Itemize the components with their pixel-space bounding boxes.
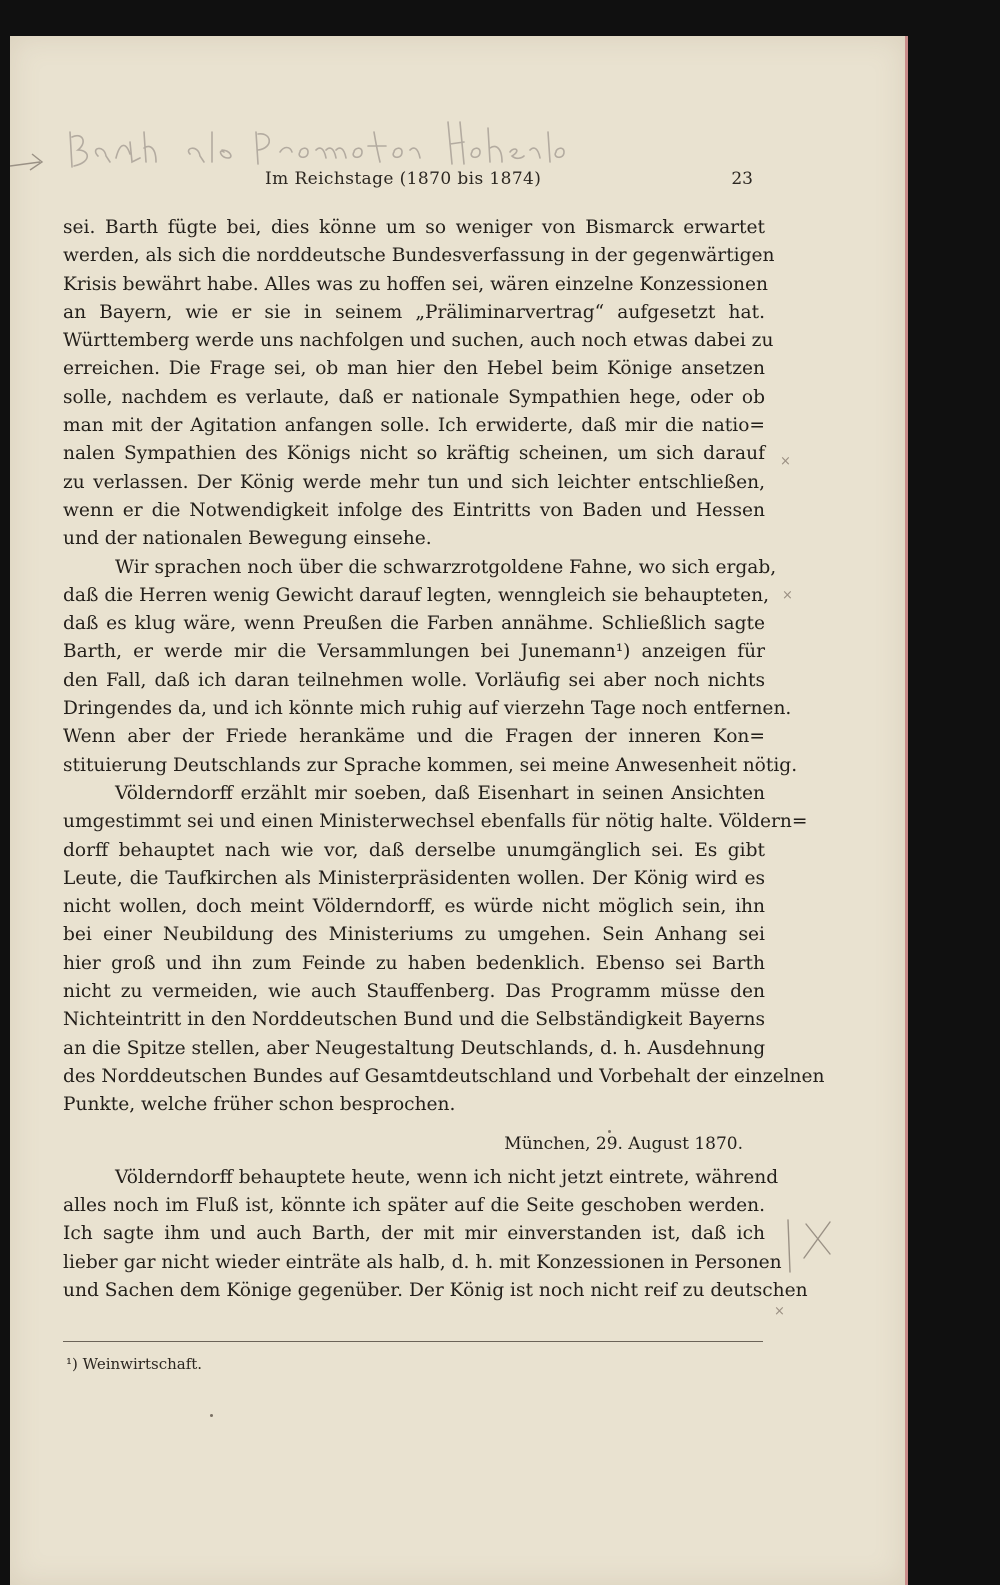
text-line: lieber gar nicht wieder einträte als halb, d. h. mit Konzessionen in Personen [63,1251,782,1273]
text-line: dorff behauptet nach wie vor, daß derselbe unumgänglich sei. Es gibt [63,839,765,861]
running-title: Im Reichstage (1870 bis 1874) [265,169,542,189]
page-header [65,169,765,199]
text-line: nalen Sympathien des Königs nicht so kräftig scheinen, um sich darauf [63,443,765,465]
text-line: erreichen. Die Frage sei, ob man hier den Hebel beim Könige ansetzen [63,358,765,380]
text-line: Ich sagte ihm und auch Barth, der mit mir einverstanden ist, daß ich [63,1223,765,1245]
text-line: bei einer Neubildung des Ministeriums zu umgehen. Sein Anhang sei [63,924,765,946]
paragraph [63,214,775,554]
text-line: an Bayern, wie er sie in seinem „Präliminarvertrag“ aufgesetzt hat. [63,301,765,323]
text-line: solle, nachdem es verlaute, daß er nationale Sympathien hege, oder ob [63,386,765,408]
paragraph [63,780,825,1120]
text-line: Völderndorff behauptete heute, wenn ich nicht jetzt eintrete, während [115,1166,779,1188]
text-line: hier groß und ihn zum Feinde zu haben bedenklich. Ebenso sei Barth [63,952,765,974]
book-page [10,36,908,1585]
text-line: Württemberg werde uns nachfolgen und suchen, auch noch etwas dabei zu [63,330,774,352]
text-line: werden, als sich die norddeutsche Bundesverfassung in der gegenwärtigen [63,245,775,267]
text-line: Krisis bewährt habe. Alles was zu hoffen sei, wären einzelne Konzessionen [63,273,768,295]
dateline: München, 29. August 1870. [504,1133,743,1154]
text-line: Wir sprachen noch über die schwarzrotgoldene Fahne, wo sich ergab, [115,556,777,578]
page-body [63,214,825,1305]
text-line: sei. Barth fügte bei, dies könne um so weniger von Bismarck erwartet [63,217,765,238]
text-line: nicht wollen, doch meint Völderndorff, es würde nicht möglich sein, ihn [63,896,765,918]
text-line: Nichteintritt in den Norddeutschen Bund und die Selbständigkeit Bayerns [63,1009,765,1031]
text-line: des Norddeutschen Bundes auf Gesamtdeutschland und Vorbehalt der einzelnen [63,1065,825,1087]
text-line: alles noch im Fluß ist, könnte ich später auf die Seite geschoben werden. [63,1195,765,1217]
text-line: Dringendes da, und ich könnte mich ruhig auf vierzehn Tage noch entfernen. [63,698,792,720]
text-line: und der nationalen Bewegung einsehe. [63,528,432,550]
margin-arrow-icon [10,148,50,178]
margin-tick-icon: × [774,1304,785,1319]
margin-tick-icon: × [782,588,793,603]
paper-speck [608,1130,611,1133]
text-line: daß es klug wäre, wenn Preußen die Farben annähme. Schließlich sagte [63,613,765,635]
footnote-rule [63,1341,763,1342]
paragraph [63,554,798,780]
text-line: wenn er die Notwendigkeit infolge des Eintritts von Baden und Hessen [63,499,765,521]
footnote: ¹) Weinwirtschaft. [66,1355,203,1373]
text-line: zu verlassen. Der König werde mehr tun und sich leichter entschließen, [63,471,765,493]
text-line: Leute, die Taufkirchen als Ministerpräsidenten wollen. Der König wird es [63,867,765,889]
text-line: und Sachen dem Könige gegenüber. Der König ist noch nicht reif zu deutschen [63,1279,808,1301]
text-line: man mit der Agitation anfangen solle. Ich erwiderte, daß mir die natio= [63,415,765,437]
text-line: daß die Herren wenig Gewicht darauf legten, wenngleich sie behaupteten, [63,584,770,606]
text-line: stituierung Deutschlands zur Sprache kommen, sei meine Anwesenheit nötig. [63,754,798,776]
paragraph [63,1164,808,1305]
text-line: nicht zu vermeiden, wie auch Stauffenberg. Das Programm müsse den [63,981,765,1003]
margin-pencil-mark [780,1206,850,1276]
paper-speck [210,1414,213,1417]
margin-tick-icon: × [780,454,791,469]
text-line: Barth, er werde mir die Versammlungen bei Junemann¹) anzeigen für [63,641,765,663]
text-line: Punkte, welche früher schon besprochen. [63,1094,456,1116]
text-line: umgestimmt sei und einen Ministerwechsel ebenfalls für nötig halte. Völdern= [63,811,808,833]
text-line: den Fall, daß ich daran teilnehmen wolle. Vorläufig sei aber noch nichts [63,669,765,691]
text-line: Völderndorff erzählt mir soeben, daß Eisenhart in seinen Ansichten [115,782,765,804]
text-line: Wenn aber der Friede herankäme und die Fragen der inneren Kon= [63,726,765,748]
page-number: 23 [731,169,753,189]
text-line: an die Spitze stellen, aber Neugestaltung Deutschlands, d. h. Ausdehnung [63,1037,766,1059]
